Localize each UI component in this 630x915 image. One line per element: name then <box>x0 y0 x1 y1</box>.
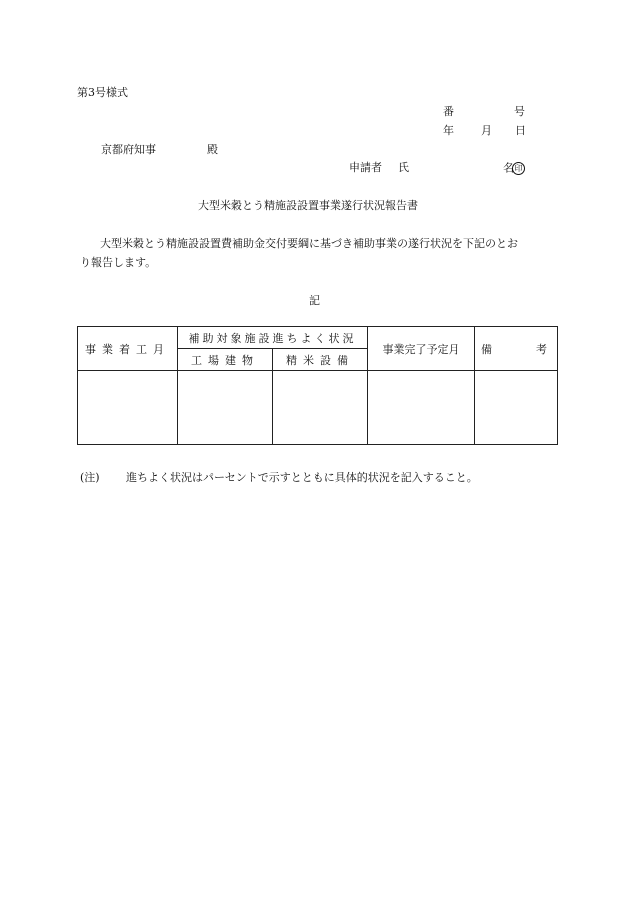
seal-mark: 印 <box>512 162 525 175</box>
body-text-line-2: り報告します。 <box>80 256 157 269</box>
day-label: 日 <box>515 124 526 137</box>
year-label: 年 <box>443 124 454 137</box>
table-row <box>78 371 558 445</box>
col-progress-header: 補助対象施設進ちよく状況 <box>178 327 368 349</box>
cell-milling[interactable] <box>273 371 368 445</box>
given-name-char: 名 <box>503 161 514 175</box>
sub-factory-header: 工場建物 <box>178 349 273 371</box>
document-title: 大型米穀とう精施設設置事業遂行状況報告書 <box>198 199 418 212</box>
applicant-label: 申請者 <box>349 161 382 174</box>
ki-heading: 記 <box>309 294 320 307</box>
remarks-char-2: 考 <box>536 342 547 356</box>
month-label: 月 <box>481 124 492 137</box>
addressee-name: 京都府知事 <box>101 143 156 156</box>
body-text-line-1: 大型米穀とう精施設設置費補助金交付要綱に基づき補助事業の遂行状況を下記のとお <box>100 237 518 250</box>
cell-factory[interactable] <box>178 371 273 445</box>
col-remarks-header <box>475 327 558 371</box>
number-label: 番 <box>443 105 454 118</box>
form-number: 第3号様式 <box>77 86 128 99</box>
cell-completion[interactable] <box>368 371 475 445</box>
remarks-char-1: 備 <box>481 342 492 356</box>
applicant-surname-label: 氏 <box>398 161 409 174</box>
note-text: 進ちよく状況はパーセントで示すとともに具体的状況を記入すること。 <box>126 471 478 484</box>
applicant-given-name-label <box>503 162 525 175</box>
cell-remarks[interactable] <box>475 371 558 445</box>
progress-table <box>77 326 558 445</box>
col-completion-header: 事業完了予定月 <box>368 327 475 371</box>
note-label: (注) <box>80 471 100 484</box>
addressee-honorific: 殿 <box>207 143 218 156</box>
number-suffix: 号 <box>514 105 525 118</box>
cell-start[interactable] <box>78 371 178 445</box>
col-start-header: 事業着工月 <box>78 327 178 371</box>
sub-milling-header: 精米設備 <box>273 349 368 371</box>
